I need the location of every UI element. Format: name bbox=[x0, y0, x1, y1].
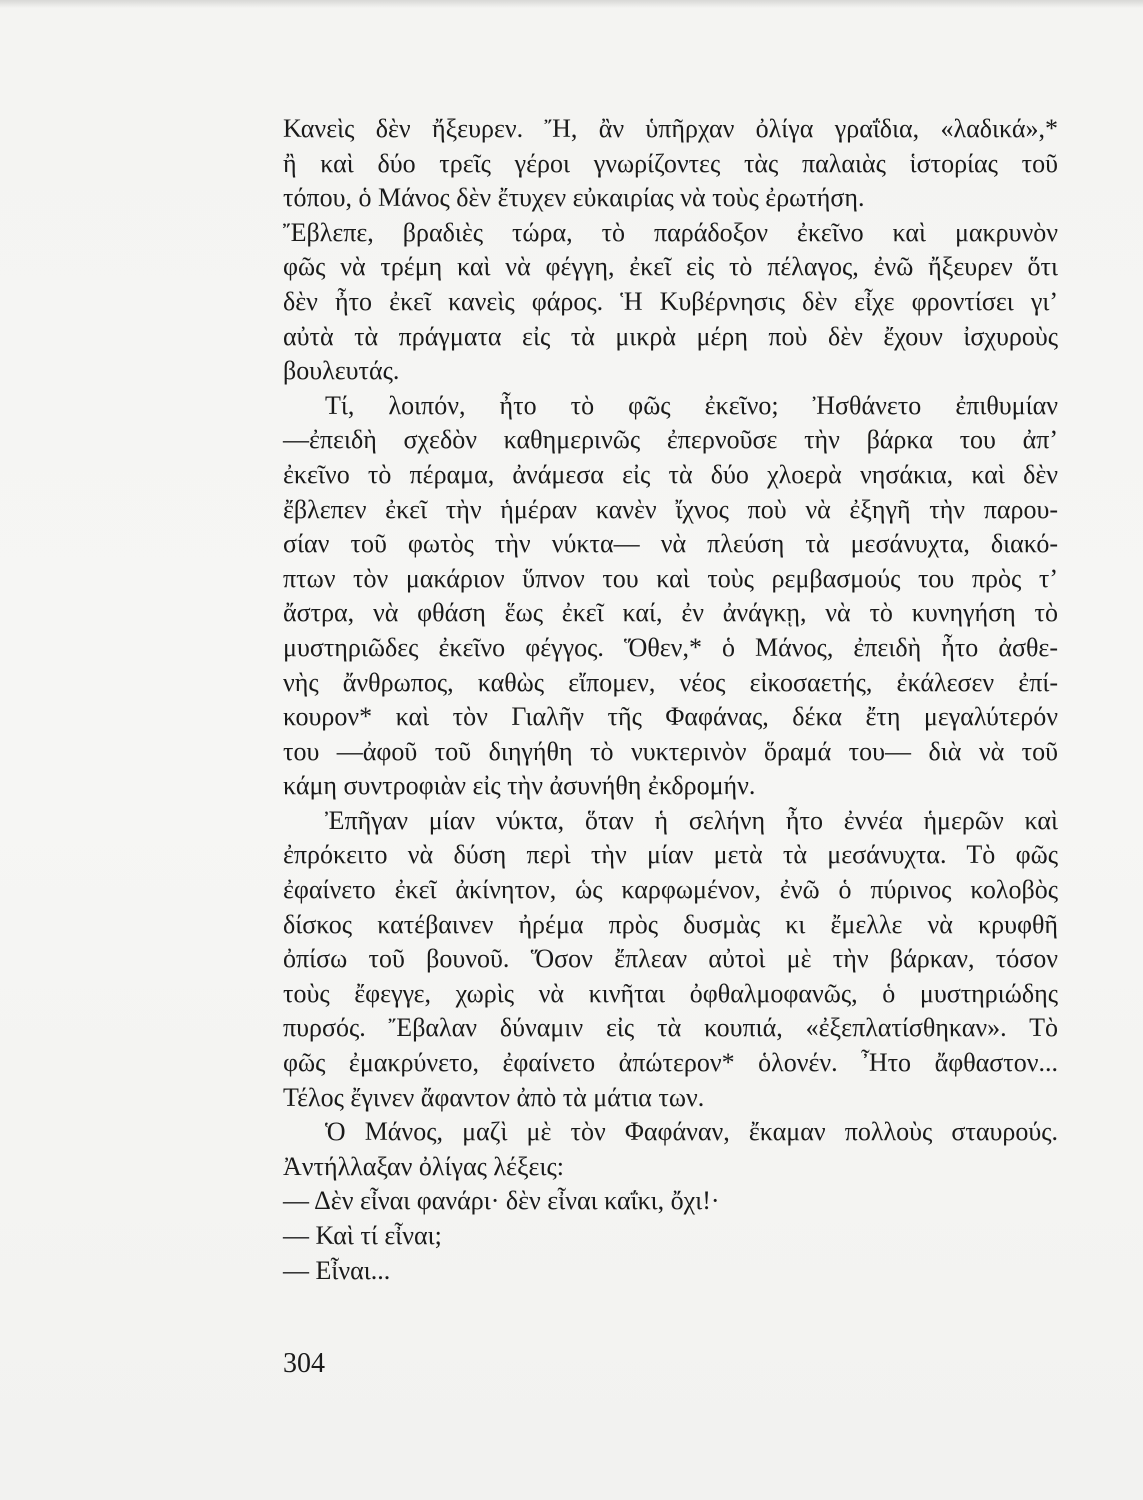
text-line: ἐπρόκειτο νὰ δύση περὶ τὴν μίαν μετὰ τὰ μεσάνυχτα. Τὸ φῶς bbox=[283, 840, 1058, 870]
text-line: τοὺς ἔφεγγε, χωρὶς νὰ κινῆται ὀφθαλμοφανῶς, ὁ μυστηριώδης bbox=[283, 978, 1058, 1008]
body-text bbox=[283, 112, 1058, 1288]
text-line: Τέλος ἔγινεν ἄφαντον ἀπὸ τὰ μάτια των. bbox=[283, 1082, 705, 1112]
text-line: αὐτὰ τὰ πράγματα εἰς τὰ μικρὰ μέρη ποὺ δὲν ἔχουν ἰσχυροὺς bbox=[283, 321, 1058, 351]
text-line: Ὁ Μάνος, μαζὶ μὲ τὸν Φαφάναν, ἔκαμαν πολλοὺς σταυρούς. bbox=[325, 1117, 1058, 1147]
text-line: πτων τὸν μακάριον ὕπνον του καὶ τοὺς ρεμβασμούς του πρὸς τ’ bbox=[283, 563, 1058, 593]
dialogue-line: — Καὶ τί εἶναι; bbox=[283, 1221, 442, 1250]
text-line: Ἀντήλλαξαν ὀλίγας λέξεις: bbox=[283, 1151, 564, 1181]
text-line: φῶς ἐμακρύνετο, ἐφαίνετο ἀπώτερον* ὁλονέν. Ἦτο ἄφθαστον... bbox=[283, 1048, 1058, 1078]
text-line: κουρον* καὶ τὸν Γιαλῆν τῆς Φαφάνας, δέκα ἔτη μεγαλύτερόν bbox=[283, 702, 1058, 732]
page-number: 304 bbox=[283, 1348, 325, 1379]
text-line: μυστηριῶδες ἐκεῖνο φέγγος. Ὅθεν,* ὁ Μάνος, ἐπειδὴ ἦτο ἀσθε- bbox=[283, 632, 1058, 662]
text-line: ἐφαίνετο ἐκεῖ ἀκίνητον, ὡς καρφωμένον, ἐνῶ ὁ πύρινος κολοβὸς bbox=[283, 875, 1058, 905]
text-line: νὴς ἄνθρωπος, καθὼς εἴπομεν, νέος εἰκοσαετής, ἐκάλεσεν ἐπί- bbox=[283, 667, 1058, 697]
text-line: σίαν τοῦ φωτὸς τὴν νύκτα— νὰ πλεύση τὰ μεσάνυχτα, διακό- bbox=[283, 529, 1058, 559]
text-line: τόπου, ὁ Μάνος δὲν ἔτυχεν εὐκαιρίας νὰ τοὺς ἐρωτήση. bbox=[283, 183, 865, 213]
text-line: δὲν ἦτο ἐκεῖ κανεὶς φάρος. Ἡ Κυβέρνησις δὲν εἶχε φροντίσει γι’ bbox=[283, 286, 1058, 316]
page-top-edge bbox=[0, 0, 1143, 8]
text-line: ὀπίσω τοῦ βουνοῦ. Ὅσον ἔπλεαν αὐτοὶ μὲ τὴν βάρκαν, τόσον bbox=[283, 944, 1058, 974]
text-line: ἢ καὶ δύο τρεῖς γέροι γνωρίζοντες τὰς παλαιὰς ἱστορίας τοῦ bbox=[283, 148, 1058, 178]
text-line: βουλευτάς. bbox=[283, 356, 400, 386]
text-line: —ἐπειδὴ σχεδὸν καθημερινῶς ἐπερνοῦσε τὴν βάρκα του ἀπ’ bbox=[283, 425, 1058, 455]
dialogue-line: — Δὲν εἶναι φανάρι· δὲν εἶναι καΐκι, ὄχι!· bbox=[283, 1186, 720, 1216]
text-line: κάμη συντροφιὰν εἰς τὴν ἀσυνήθη ἐκδρομήν. bbox=[283, 771, 756, 801]
text-line: του —ἀφοῦ τοῦ διηγήθη τὸ νυκτερινὸν ὅραμά του— διὰ νὰ τοῦ bbox=[283, 736, 1058, 766]
text-line: Κανεὶς δὲν ἤξευρεν. Ἤ, ἂν ὑπῆρχαν ὀλίγα γραΐδια, «λαδικά»,* bbox=[283, 114, 1058, 143]
text-line: ἔβλεπεν ἐκεῖ τὴν ἡμέραν κανὲν ἴχνος ποὺ νὰ ἐξηγῆ τὴν παρου- bbox=[283, 494, 1058, 524]
text-line: ἐκεῖνο τὸ πέραμα, ἀνάμεσα εἰς τὰ δύο χλοερὰ νησάκια, καὶ δὲν bbox=[283, 459, 1058, 489]
dialogue-line: — Εἶναι... bbox=[283, 1255, 391, 1285]
text-line: Ἔβλεπε, βραδιὲς τώρα, τὸ παράδοξον ἐκεῖνο καὶ μακρυνὸν bbox=[283, 217, 1058, 247]
text-line: Τί, λοιπόν, ἦτο τὸ φῶς ἐκεῖνο; Ἠσθάνετο ἐπιθυμίαν bbox=[325, 390, 1058, 420]
text-line: δίσκος κατέβαινεν ἠρέμα πρὸς δυσμὰς κι ἔμελλε νὰ κρυφθῆ bbox=[283, 909, 1058, 939]
text-line: φῶς νὰ τρέμη καὶ νὰ φέγγη, ἐκεῖ εἰς τὸ πέλαγος, ἐνῶ ἤξευρεν ὅτι bbox=[283, 252, 1058, 282]
text-line: πυρσός. Ἔβαλαν δύναμιν εἰς τὰ κουπιά, «ἐξεπλατίσθηκαν». Τὸ bbox=[283, 1013, 1058, 1043]
text-line: Ἐπῆγαν μίαν νύκτα, ὅταν ἡ σελήνη ἦτο ἐννέα ἡμερῶν καὶ bbox=[325, 805, 1058, 835]
text-line: ἄστρα, νὰ φθάση ἕως ἐκεῖ καί, ἐν ἀνάγκῃ, νὰ τὸ κυνηγήση τὸ bbox=[283, 598, 1058, 628]
